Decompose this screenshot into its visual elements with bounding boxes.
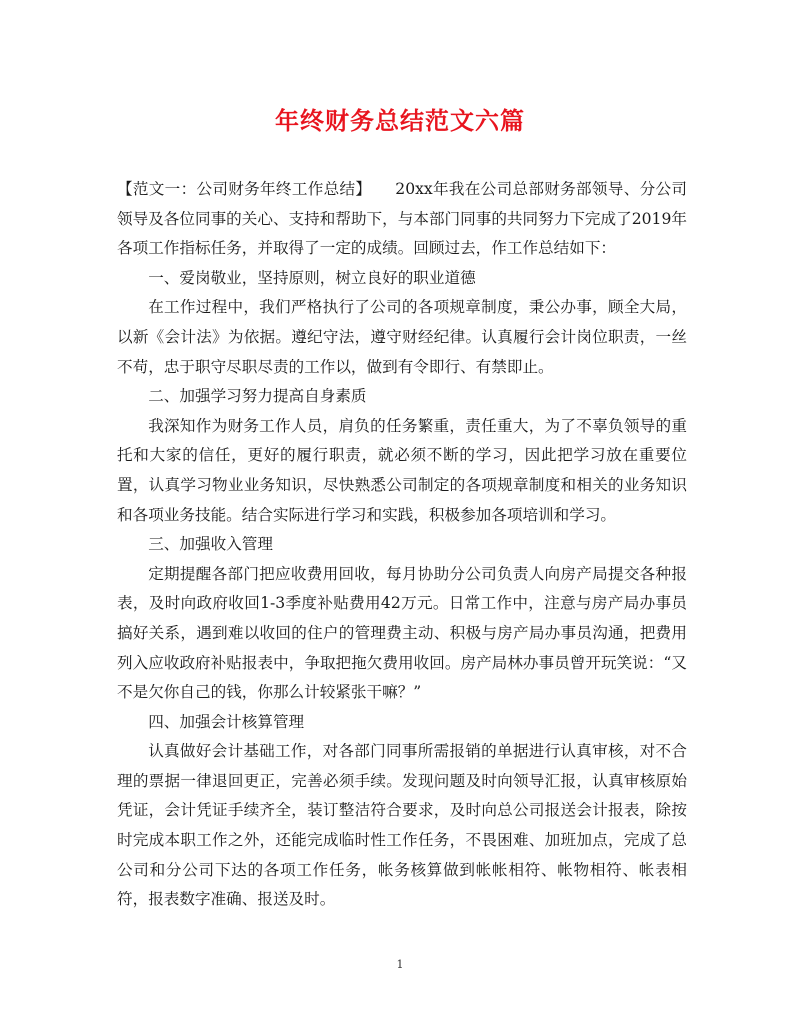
section-paragraph-3: 定期提醒各部门把应收费用回收，每月协助分公司负责人向房产局提交各种报表，及时向政府收回1-3季度补贴费用42万元。日常工作中，注意与房产局办事员搞好关系，遇到难以收回的住户的管理费主动、积极与房产局办事员沟通，把费用列入应收政府补贴报表中，争取把拖欠费用收回。房产局林办事员曾开玩笑说：“又不是欠你自己的钱，你那么计较紧张干嘛？” bbox=[117, 564, 687, 702]
section-heading-3: 三、加强收入管理 bbox=[148, 535, 273, 554]
document-body bbox=[117, 175, 687, 915]
document-title: 年终财务总结范文六篇 bbox=[275, 106, 525, 135]
section-heading-1: 一、爱岗敬业，坚持原则，树立良好的职业道德 bbox=[148, 268, 476, 287]
page-number: 1 bbox=[396, 958, 404, 971]
section-paragraph-1: 在工作过程中，我们严格执行了公司的各项规章制度，秉公办事，顾全大局，以新《会计法》为依据。遵纪守法，遵守财经纪律。认真履行会计岗位职责，一丝不苟，忠于职守尽职尽责的工作以，做到有令即行、有禁即止。 bbox=[117, 298, 687, 376]
intro-paragraph: 【范文一：公司财务年终工作总结】 20xx年我在公司总部财务部领导、分公司领导及各位同事的关心、支持和帮助下，与本部门同事的共同努力下完成了2019年各项工作指标任务，并取得了一定的成绩。回顾过去，作工作总结如下： bbox=[117, 180, 687, 258]
section-heading-2: 二、加强学习努力提高自身素质 bbox=[148, 387, 367, 406]
section-paragraph-2: 我深知作为财务工作人员，肩负的任务繁重，责任重大，为了不辜负领导的重托和大家的信任，更好的履行职责，就必须不断的学习，因此把学习放在重要位置，认真学习物业业务知识，尽快熟悉公司制定的各项规章制度和相关的业务知识和各项业务技能。结合实际进行学习和实践，积极参加各项培训和学习。 bbox=[117, 416, 687, 524]
section-heading-4: 四、加强会计核算管理 bbox=[148, 712, 305, 731]
section-paragraph-4: 认真做好会计基础工作，对各部门同事所需报销的单据进行认真审核，对不合理的票据一律退回更正，完善必须手续。发现问题及时向领导汇报，认真审核原始凭证，会计凭证手续齐全，装订整洁符合要求，及时向总公司报送会计报表，除按时完成本职工作之外，还能完成临时性工作任务，不畏困难、加班加点，完成了总公司和分公司下达的各项工作任务，帐务核算做到帐帐相符、帐物相符、帐表相符，报表数字准确、报送及时。 bbox=[117, 742, 687, 909]
